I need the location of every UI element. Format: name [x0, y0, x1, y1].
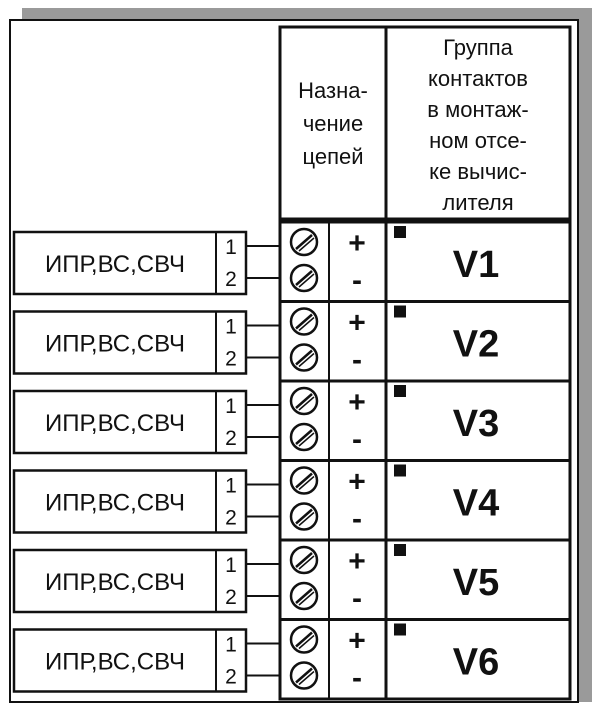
pin-2-label: 2: [225, 268, 237, 291]
screw-terminal-icon: [291, 583, 317, 609]
minus-sign: -: [352, 502, 362, 536]
plus-sign: +: [348, 386, 366, 419]
screw-terminal-icon: [291, 265, 317, 291]
device-label: ИПР,ВС,СВЧ: [44, 330, 186, 358]
square-marker-icon: [394, 226, 406, 238]
screw-terminal-icon: [291, 547, 317, 573]
screw-terminal-icon: [291, 468, 317, 494]
screw-terminal-icon: [291, 627, 317, 653]
device-label: ИПР,ВС,СВЧ: [44, 648, 186, 676]
pin-2-label: 2: [225, 586, 237, 609]
pin-2-label: 2: [225, 506, 237, 530]
screw-terminal-icon: [291, 388, 317, 414]
contact-group-label: V6: [452, 641, 500, 684]
group-header-line-6: лителя: [442, 190, 514, 215]
plus-sign: +: [348, 545, 366, 578]
pin-2-label: 2: [225, 665, 237, 689]
screw-terminal-icon: [291, 504, 317, 530]
device-label: ИПР,ВС,СВЧ: [44, 410, 186, 437]
group-header-line-2: контактов: [428, 66, 528, 91]
purpose-header-line-3: цепей: [302, 144, 364, 169]
frame-shadow-side: [578, 8, 592, 702]
group-header-line-3: в монтаж-: [427, 97, 529, 122]
pin-2-label: 2: [225, 347, 237, 371]
group-header-line-5: ке вычис-: [429, 159, 527, 184]
contact-group-label: V2: [452, 323, 500, 366]
device-label: ИПР,ВС,СВЧ: [44, 251, 186, 278]
contact-group-label: V1: [452, 244, 500, 286]
purpose-header-line-2: чение: [302, 111, 364, 136]
pin-2-label: 2: [225, 427, 237, 450]
square-marker-icon: [394, 624, 406, 636]
pin-1-label: 1: [225, 554, 237, 577]
device-label: ИПР,ВС,СВЧ: [44, 489, 186, 517]
minus-sign: -: [352, 582, 362, 615]
square-marker-icon: [394, 306, 406, 318]
contact-group-label: V4: [452, 482, 500, 525]
square-marker-icon: [394, 385, 406, 397]
group-header-line-4: ном отсе-: [429, 128, 527, 153]
square-marker-icon: [394, 544, 406, 556]
pin-1-label: 1: [225, 474, 237, 498]
plus-sign: +: [348, 227, 366, 260]
minus-sign: -: [352, 423, 362, 456]
plus-sign: +: [348, 465, 366, 499]
pin-1-label: 1: [225, 236, 237, 259]
pin-1-label: 1: [225, 315, 237, 339]
screw-terminal-icon: [291, 345, 317, 371]
purpose-header-line-1: Назна-: [298, 78, 368, 103]
contact-group-label: V3: [452, 403, 500, 445]
contact-group-label: V5: [452, 562, 500, 604]
screw-terminal-icon: [291, 424, 317, 450]
screw-terminal-icon: [291, 229, 317, 255]
minus-sign: -: [352, 661, 362, 695]
minus-sign: -: [352, 264, 362, 297]
plus-sign: +: [348, 306, 366, 340]
pin-1-label: 1: [225, 633, 237, 657]
screw-terminal-icon: [291, 663, 317, 689]
pin-1-label: 1: [225, 395, 237, 418]
device-label: ИПР,ВС,СВЧ: [44, 569, 186, 596]
group-header-line-1: Группа: [443, 35, 513, 60]
screw-terminal-icon: [291, 309, 317, 335]
square-marker-icon: [394, 465, 406, 477]
plus-sign: +: [348, 624, 366, 658]
minus-sign: -: [352, 343, 362, 377]
